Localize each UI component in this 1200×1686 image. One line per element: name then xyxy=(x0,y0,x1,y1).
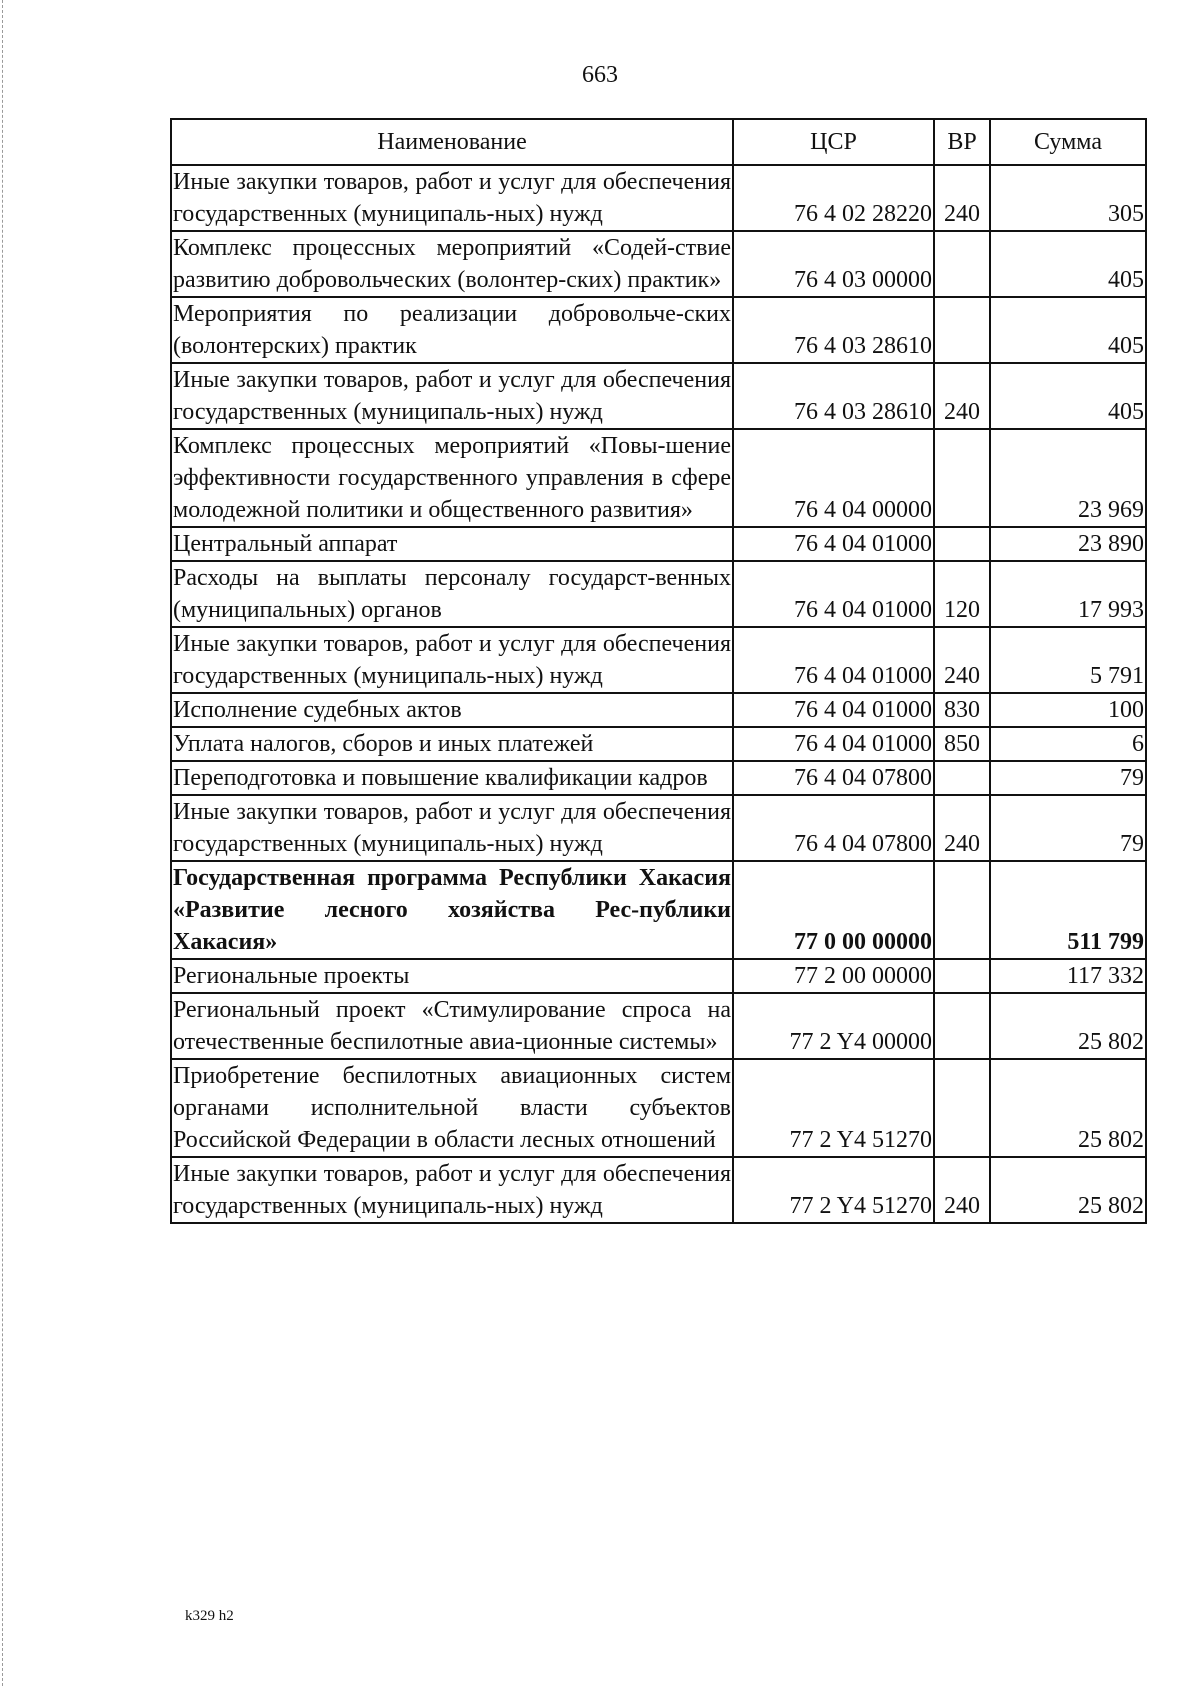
row-csr-cell: 76 4 03 00000 xyxy=(733,231,934,297)
row-name-cell: Переподготовка и повышение квалификации кадров xyxy=(171,761,733,795)
table-header-row xyxy=(171,119,1146,165)
row-vr-cell: 240 xyxy=(934,363,990,429)
table-row xyxy=(171,761,1146,795)
row-csr-cell: 76 4 04 01000 xyxy=(733,727,934,761)
row-sum-cell: 305 xyxy=(990,165,1146,231)
table-body xyxy=(171,165,1146,1223)
row-sum-cell: 23 969 xyxy=(990,429,1146,527)
row-name-cell: Региональные проекты xyxy=(171,959,733,993)
row-name-cell: Мероприятия по реализации добровольче-ских (волонтерских) практик xyxy=(171,297,733,363)
row-csr-cell: 76 4 04 01000 xyxy=(733,527,934,561)
row-csr-cell: 77 0 00 00000 xyxy=(733,861,934,959)
row-name-cell: Иные закупки товаров, работ и услуг для обеспечения государственных (муниципаль-ных) нужд xyxy=(171,1157,733,1223)
row-sum-cell: 25 802 xyxy=(990,993,1146,1059)
row-name-cell: Комплекс процессных мероприятий «Содей-ствие развитию добровольческих (волонтер-ских) практик» xyxy=(171,231,733,297)
row-csr-cell: 77 2 Y4 51270 xyxy=(733,1157,934,1223)
row-csr-cell: 76 4 03 28610 xyxy=(733,363,934,429)
table-row xyxy=(171,165,1146,231)
table-row xyxy=(171,429,1146,527)
header-sum: Сумма xyxy=(990,119,1146,165)
row-csr-cell: 76 4 03 28610 xyxy=(733,297,934,363)
row-name-cell: Приобретение беспилотных авиационных систем органами исполнительной власти субъектов Российской Федерации в области лесных отношений xyxy=(171,1059,733,1157)
row-name-cell: Иные закупки товаров, работ и услуг для обеспечения государственных (муниципаль-ных) нужд xyxy=(171,627,733,693)
table-row xyxy=(171,561,1146,627)
table-row xyxy=(171,527,1146,561)
row-sum-cell: 25 802 xyxy=(990,1059,1146,1157)
page-number: 663 xyxy=(582,62,618,88)
row-name-cell: Уплата налогов, сборов и иных платежей xyxy=(171,727,733,761)
row-name-cell: Иные закупки товаров, работ и услуг для обеспечения государственных (муниципаль-ных) нужд xyxy=(171,165,733,231)
table-row xyxy=(171,297,1146,363)
row-name-cell: Расходы на выплаты персоналу государст-венных (муниципальных) органов xyxy=(171,561,733,627)
table-row xyxy=(171,727,1146,761)
row-vr-cell: 240 xyxy=(934,165,990,231)
row-name-cell: Иные закупки товаров, работ и услуг для обеспечения государственных (муниципаль-ных) нужд xyxy=(171,363,733,429)
table-row xyxy=(171,627,1146,693)
row-csr-cell: 76 4 04 01000 xyxy=(733,561,934,627)
row-csr-cell: 77 2 Y4 00000 xyxy=(733,993,934,1059)
row-sum-cell: 25 802 xyxy=(990,1157,1146,1223)
row-sum-cell: 5 791 xyxy=(990,627,1146,693)
row-csr-cell: 76 4 02 28220 xyxy=(733,165,934,231)
table-row xyxy=(171,693,1146,727)
table-row xyxy=(171,1059,1146,1157)
row-csr-cell: 76 4 04 00000 xyxy=(733,429,934,527)
row-name-cell: Государственная программа Республики Хакасия «Развитие лесного хозяйства Рес-публики Хакасия» xyxy=(171,861,733,959)
row-vr-cell: 830 xyxy=(934,693,990,727)
page-edge-rule xyxy=(2,0,3,1686)
row-name-cell: Центральный аппарат xyxy=(171,527,733,561)
row-sum-cell: 17 993 xyxy=(990,561,1146,627)
row-sum-cell: 23 890 xyxy=(990,527,1146,561)
row-vr-cell: 240 xyxy=(934,795,990,861)
row-sum-cell: 511 799 xyxy=(990,861,1146,959)
row-csr-cell: 77 2 Y4 51270 xyxy=(733,1059,934,1157)
row-csr-cell: 76 4 04 07800 xyxy=(733,795,934,861)
row-sum-cell: 79 xyxy=(990,795,1146,861)
row-vr-cell xyxy=(934,297,990,363)
table-row xyxy=(171,861,1146,959)
row-vr-cell xyxy=(934,527,990,561)
table-row xyxy=(171,993,1146,1059)
table-row xyxy=(171,231,1146,297)
row-csr-cell: 76 4 04 01000 xyxy=(733,627,934,693)
footer-code: k329 h2 xyxy=(185,1608,234,1624)
row-vr-cell xyxy=(934,993,990,1059)
row-name-cell: Иные закупки товаров, работ и услуг для обеспечения государственных (муниципаль-ных) нужд xyxy=(171,795,733,861)
row-vr-cell xyxy=(934,429,990,527)
row-sum-cell: 79 xyxy=(990,761,1146,795)
row-vr-cell xyxy=(934,231,990,297)
row-sum-cell: 117 332 xyxy=(990,959,1146,993)
row-vr-cell: 240 xyxy=(934,627,990,693)
table-row xyxy=(171,363,1146,429)
row-vr-cell xyxy=(934,1059,990,1157)
header-name: Наименование xyxy=(171,119,733,165)
row-vr-cell xyxy=(934,959,990,993)
table-row xyxy=(171,795,1146,861)
row-name-cell: Комплекс процессных мероприятий «Повы-шение эффективности государственного управления в сфере молодежной политики и общественного развития» xyxy=(171,429,733,527)
budget-table xyxy=(170,118,1147,1224)
row-name-cell: Региональный проект «Стимулирование спроса на отечественные беспилотные авиа-ционные системы» xyxy=(171,993,733,1059)
row-sum-cell: 100 xyxy=(990,693,1146,727)
row-vr-cell: 120 xyxy=(934,561,990,627)
row-sum-cell: 405 xyxy=(990,363,1146,429)
row-vr-cell xyxy=(934,861,990,959)
header-csr: ЦСР xyxy=(733,119,934,165)
table-row xyxy=(171,959,1146,993)
row-csr-cell: 76 4 04 07800 xyxy=(733,761,934,795)
row-csr-cell: 76 4 04 01000 xyxy=(733,693,934,727)
header-vr: ВР xyxy=(934,119,990,165)
row-sum-cell: 405 xyxy=(990,297,1146,363)
row-vr-cell: 240 xyxy=(934,1157,990,1223)
row-name-cell: Исполнение судебных актов xyxy=(171,693,733,727)
row-sum-cell: 405 xyxy=(990,231,1146,297)
table-row xyxy=(171,1157,1146,1223)
row-csr-cell: 77 2 00 00000 xyxy=(733,959,934,993)
row-vr-cell xyxy=(934,761,990,795)
row-sum-cell: 6 xyxy=(990,727,1146,761)
row-vr-cell: 850 xyxy=(934,727,990,761)
